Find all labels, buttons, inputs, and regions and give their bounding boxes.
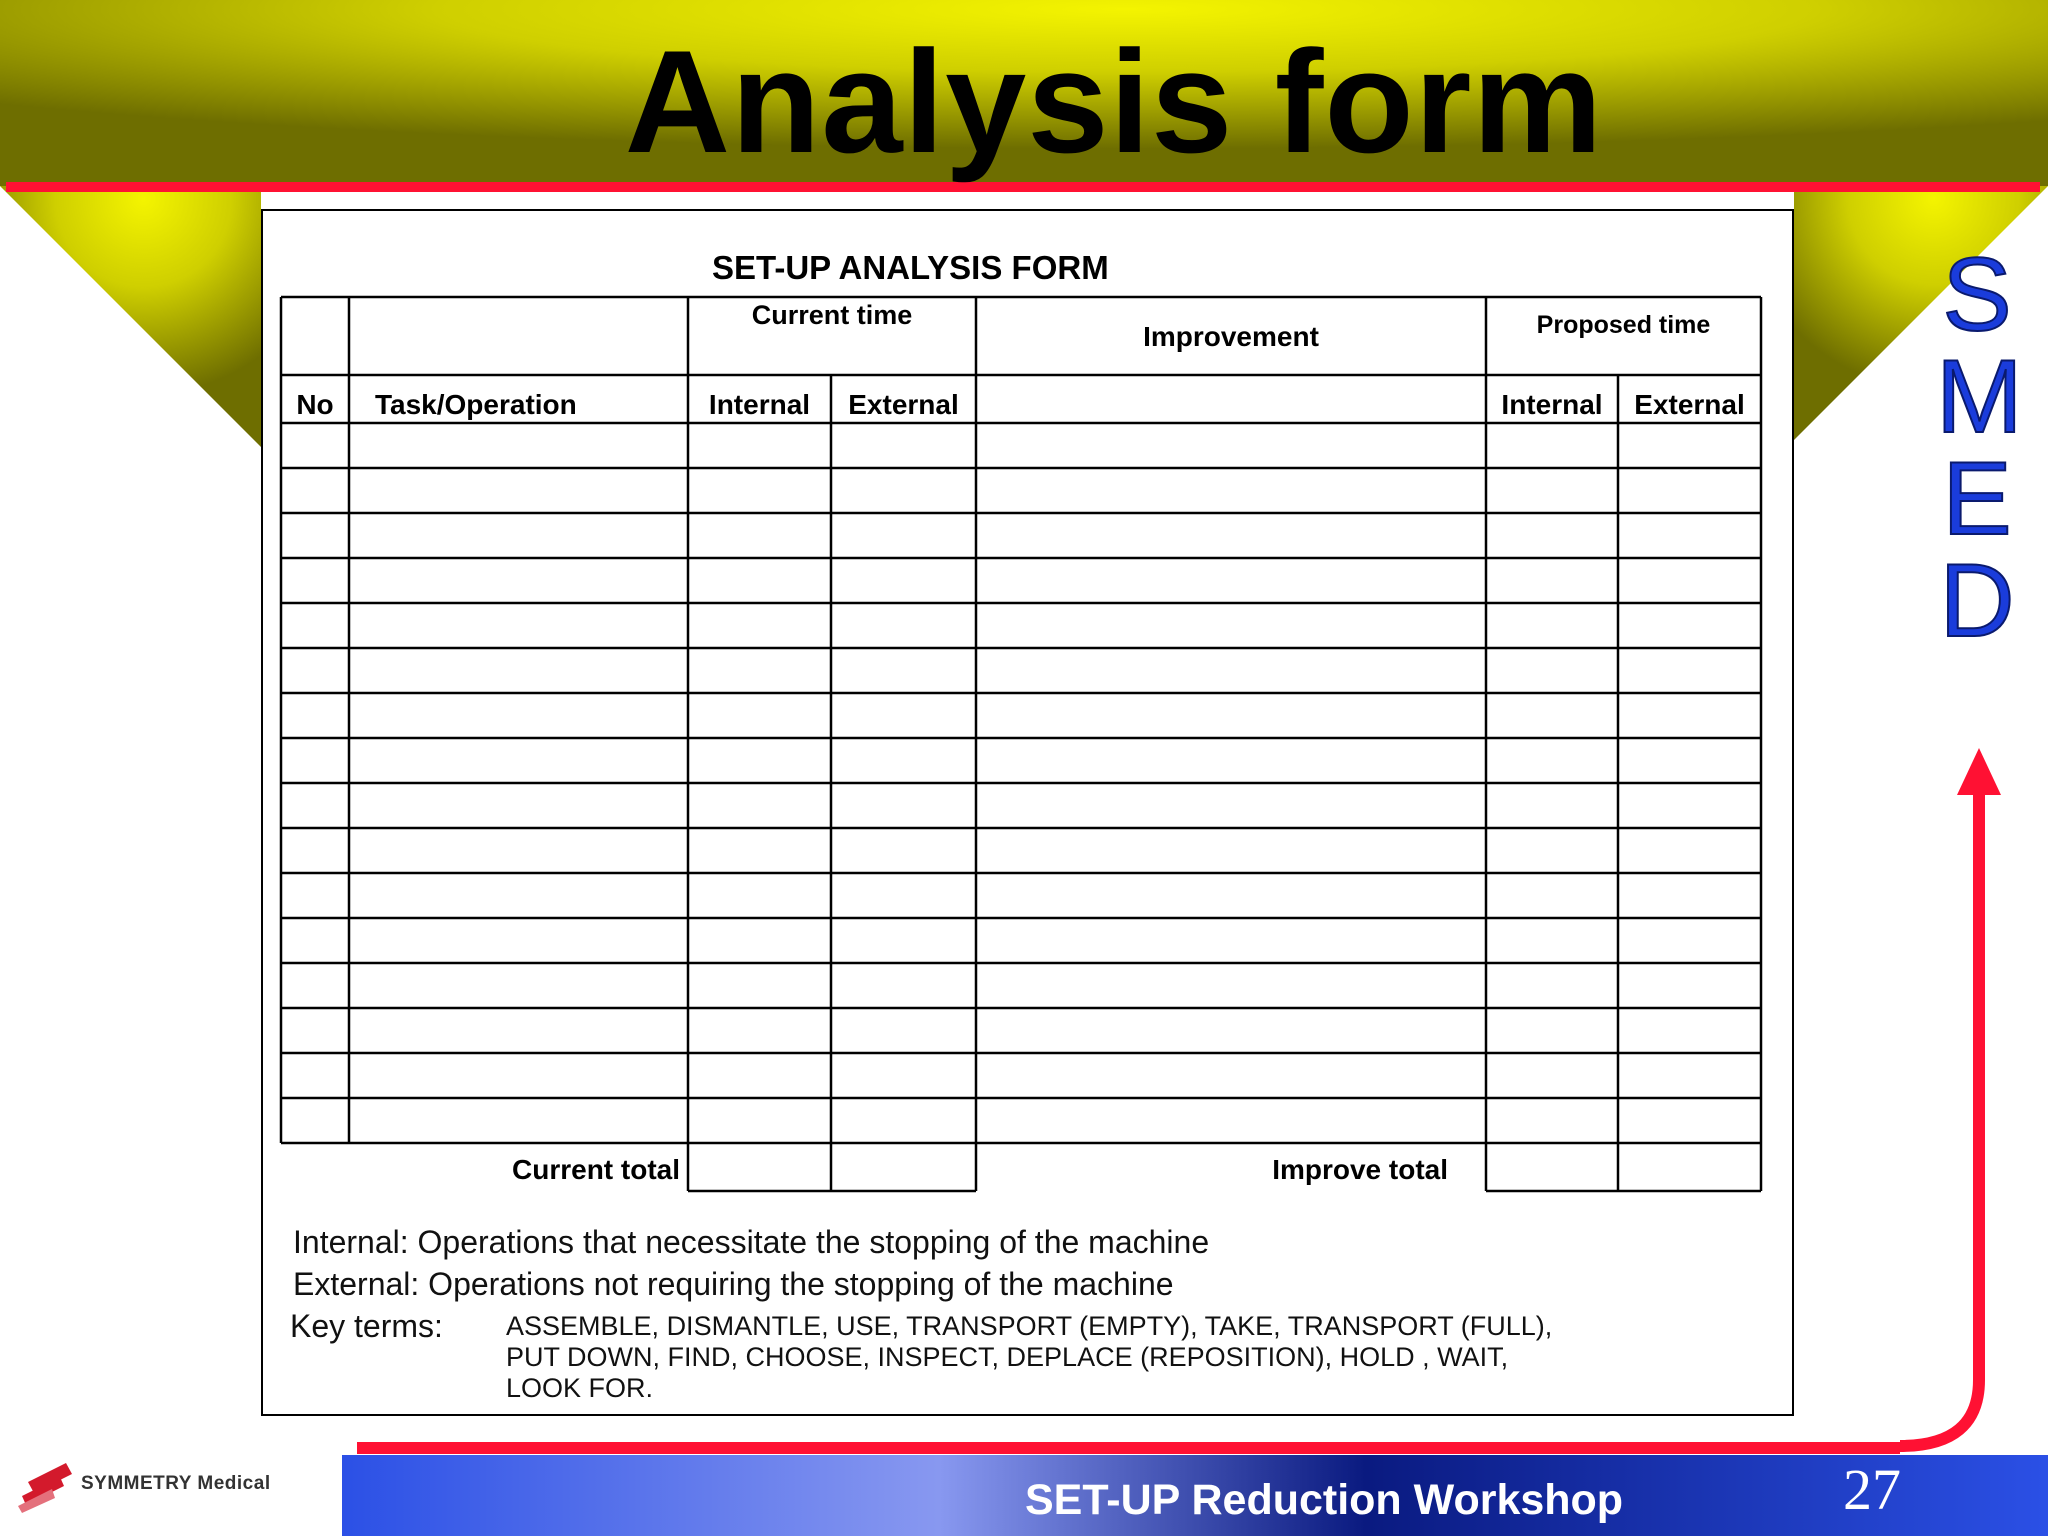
key-terms-line: ASSEMBLE, DISMANTLE, USE, TRANSPORT (EMPTY), TAKE, TRANSPORT (FULL),: [506, 1311, 1553, 1341]
smed-letter-e: E: [1942, 441, 2012, 557]
proposed-time-header: Proposed time: [1536, 311, 1711, 339]
internal-definition: Internal: Operations that necessitate the stopping of the machine: [293, 1224, 1210, 1260]
left-triangle: [0, 186, 261, 447]
smed-letter-m: M: [1936, 339, 2023, 455]
form-heading: SET-UP ANALYSIS FORM: [712, 249, 1109, 286]
external-definition: External: Operations not requiring the stopping of the machine: [293, 1266, 1174, 1302]
column-header-proposed-internal: Internal: [1501, 389, 1603, 420]
key-terms-list: [506, 1311, 1552, 1404]
return-arrow-line: [1900, 790, 1979, 1446]
improve-total-label: Improve total: [1272, 1154, 1448, 1185]
column-header-current-external: External: [848, 389, 959, 420]
company-logo-icon: [18, 1463, 72, 1513]
key-terms-line: PUT DOWN, FIND, CHOOSE, INSPECT, DEPLACE (REPOSITION), HOLD , WAIT,: [506, 1342, 1509, 1372]
current-total-label: Current total: [512, 1154, 680, 1185]
smed-letter-d: D: [1939, 543, 2015, 659]
up-arrow-icon: [1957, 748, 2001, 795]
current-time-header: Current time: [751, 300, 913, 330]
page-number: 27: [1843, 1457, 1901, 1522]
column-header-no: No: [296, 389, 334, 420]
column-header-task: Task/Operation: [375, 389, 577, 420]
key-terms-label: Key terms:: [290, 1308, 443, 1344]
column-header-proposed-external: External: [1634, 389, 1745, 420]
footer-title: SET-UP Reduction Workshop: [1025, 1476, 1624, 1524]
column-header-current-internal: Internal: [708, 389, 811, 420]
smed-letter-s: S: [1942, 237, 2012, 353]
company-logo-text: SYMMETRY Medical: [81, 1473, 271, 1494]
slide-title: Analysis form: [624, 20, 1604, 183]
improvement-header: Improvement: [1143, 321, 1319, 352]
key-terms-line: LOOK FOR.: [506, 1373, 654, 1403]
